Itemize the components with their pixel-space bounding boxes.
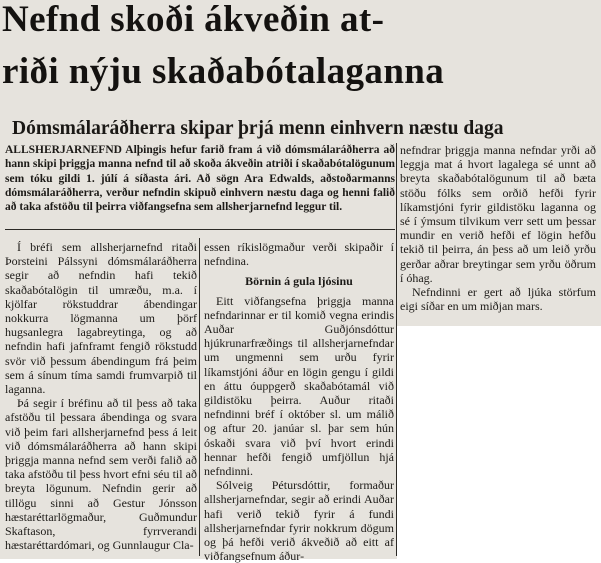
body-column-3: [400, 143, 596, 313]
crosshead: Börnin á gula ljósinu: [245, 274, 353, 289]
subheadline: Dómsmálaráðherra skipar þrjá menn einhvern næstu daga: [12, 118, 504, 139]
column-divider-1: [199, 238, 200, 556]
headline-line-1: Nefnd skoði ákveðin at-: [2, 0, 385, 40]
headline-line-2: riði nýju skaðabótalaganna: [2, 51, 445, 92]
column-divider-2: [396, 143, 397, 556]
col1-paragraph-1: Í bréfi sem allsherjarnefnd ritaði Þorsteini Pálssyni dómsmálaráðherra segir að nefndin hafi tekið skaðabótalögin til umræðu, m.a. í kjölfar rökstuddrar ábendingar nokkurra lögmanna um þörf hugsanlegra lagabreytinga, og að nefndin hafi jafnframt fengið rökstudd svör við þessum ábendingum frá þeim sem á sínum tíma samdi frumvarpið til laganna.: [5, 240, 197, 397]
lead-divider: [5, 229, 395, 230]
col3-paragraph-2: Nefndinni er gert að ljúka störfum eigi síðar en um miðjan mars.: [400, 285, 596, 314]
col2-paragraph-2: Eitt viðfangsefna þriggja manna nefndarinnar er til komið vegna erindis Auðar Guðjónsdóttur hjúkrunarfræðings til allsherjarnefndar um ungmenni sem urðu fyrir líkamstjóni áður en lögin gengu í gildi en áttu óuppgerð skaðabótamál við gildistöku þeirra. Auður ritaði nefndinni bréf í október sl. um málið og aftur 20. janúar sl. þar sem hún óskaði svara við því hvort erindi hennar hefði fengið umfjöllun hjá nefndinni.: [204, 293, 394, 479]
lead-paragraph: ALLSHERJARNEFND Alþingis hefur farið fram á við dómsmálaráðherra að hann skipi þriggja manna nefnd til að skoða ákveðin atriði í skaðabótalögunum sem tóku gildi 1. júlí á síðasta ári. Að sögn Ara Edwalds, aðstoðarmanns dómsmálaráðherra, verður nefndin skipuð einhvern næstu daga og henni falið að taka afstöðu til þeirra viðfangsefna sem allsherjarnefnd leggur til.: [5, 144, 395, 214]
col1-paragraph-2: Þá segir í bréfinu að til þess að taka afstöðu til þessara ábendinga og svara við þeim fari allsherjarnefnd þess á leit við dómsmálaráðherra að hann skipi þriggja manna nefnd sem verði falið að taka afstöðu til þess hvort efni séu til að breyta lögunum. Nefndin gerir að tillögu sinni að Gestur Jónsson hæstaréttarlögmaður, Guðmundur Skaftason, fyrrverandi hæstaréttardómari, og Gunnlaugur Cla-: [5, 396, 197, 553]
col2-paragraph-1: essen ríkislögmaður verði skipaðir í nefndina.: [204, 240, 394, 269]
col3-paragraph-1: nefndrar þriggja manna nefndar yrði að leggja mat á hvort lagalega sé unnt að breyta skaðabótalögunum til að bæta stöðu fólks sem orðið hefði fyrir líkamstjóni fyrir gildistöku laganna og sé í ýmsum tilvikum verr sett um þessar mundir en verið hefði ef lögin hefðu tekið til þeirra, án þess að um leið yrðu gerðar aðrar breytingar sem yrðu öðrum í óhag.: [400, 143, 596, 285]
body-column-1: [5, 240, 197, 552]
col2-paragraph-3: Sólveig Pétursdóttir, formaður allsherjarnefndar, segir að erindi Auðar hafi verið tekið fyrir á fundi allsherjarnefndar fyrir nokkrum dögum og þá hefði verið ákveðið að eitt af viðfangsefnum áður-: [204, 478, 394, 563]
body-column-2: [204, 240, 394, 563]
